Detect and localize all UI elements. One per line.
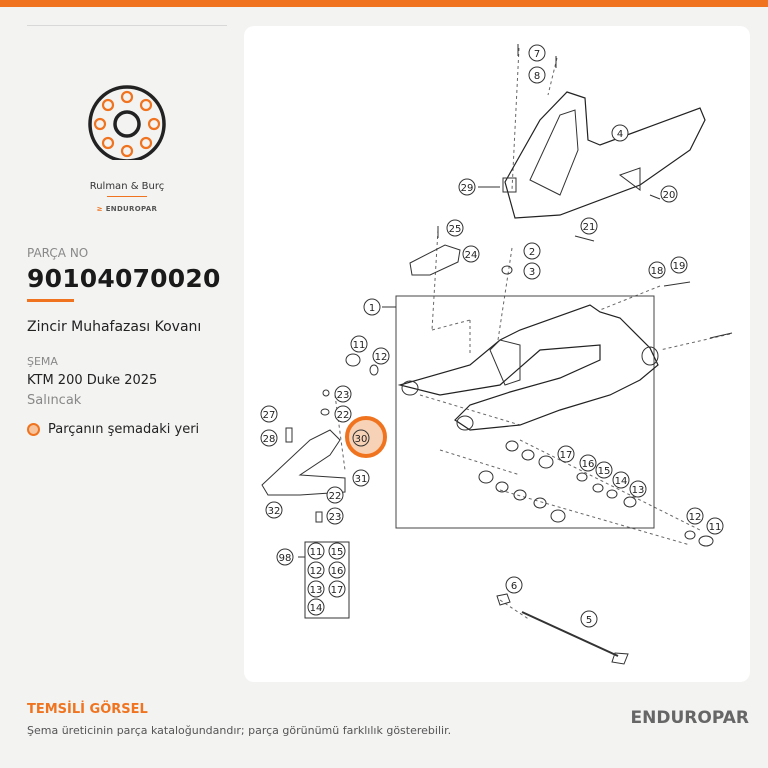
- callout-17a: [558, 446, 574, 462]
- exploded-diagram: [244, 26, 750, 682]
- callout-16a: [580, 455, 596, 471]
- kit-14: [308, 599, 324, 615]
- callout-5: [581, 611, 597, 627]
- callout-8: [529, 67, 545, 83]
- callout-31: [353, 470, 369, 486]
- callout-29: [459, 179, 475, 195]
- svg-text:13: 13: [309, 585, 323, 596]
- callout-7: [529, 45, 545, 61]
- svg-text:23: 23: [336, 390, 350, 401]
- kit-17: [329, 581, 345, 597]
- svg-text:14: 14: [614, 476, 628, 487]
- callout-13a: [630, 481, 646, 497]
- callout-22a: [335, 406, 351, 422]
- svg-text:17: 17: [559, 450, 573, 461]
- callout-24: [463, 246, 479, 262]
- svg-text:12: 12: [374, 352, 388, 363]
- callout-12a: [373, 348, 389, 364]
- callout-23a: [335, 386, 351, 402]
- svg-text:22: 22: [328, 491, 342, 502]
- callout-11b: [707, 518, 723, 534]
- svg-text:30: 30: [354, 434, 368, 445]
- callout-12b: [687, 508, 703, 524]
- svg-text:1: 1: [368, 303, 376, 314]
- svg-text:4: 4: [616, 129, 624, 140]
- schema-group: Salıncak: [27, 393, 82, 408]
- svg-text:11: 11: [309, 547, 323, 558]
- svg-text:3: 3: [528, 267, 536, 278]
- svg-text:24: 24: [464, 250, 478, 261]
- callout-11a: [351, 336, 367, 352]
- svg-text:31: 31: [354, 474, 368, 485]
- callout-27: [261, 406, 277, 422]
- callout-32: [266, 502, 282, 518]
- callout-25: [447, 220, 463, 236]
- brand-divider: [107, 196, 147, 197]
- callout-21: [581, 218, 597, 234]
- svg-text:28: 28: [262, 434, 276, 445]
- svg-text:17: 17: [330, 585, 344, 596]
- callout-98: [277, 549, 293, 565]
- legend-text: Parçanın şemadaki yeri: [48, 422, 200, 437]
- svg-text:18: 18: [650, 266, 664, 277]
- callout-19: [671, 257, 687, 273]
- svg-text:11: 11: [708, 522, 722, 533]
- svg-text:12: 12: [688, 512, 702, 523]
- callout-20: [661, 186, 677, 202]
- kit-13: [308, 581, 324, 597]
- svg-text:21: 21: [582, 222, 596, 233]
- svg-text:15: 15: [597, 466, 611, 477]
- svg-text:15: 15: [330, 547, 344, 558]
- svg-text:14: 14: [309, 603, 323, 614]
- svg-text:25: 25: [448, 224, 462, 235]
- kit-15: [329, 543, 345, 559]
- highlight-marker-icon: [27, 423, 40, 436]
- svg-text:6: 6: [510, 581, 518, 592]
- kit-16: [329, 562, 345, 578]
- svg-text:11: 11: [352, 340, 366, 351]
- schema-model: KTM 200 Duke 2025: [27, 373, 158, 388]
- callout-2: [524, 243, 540, 259]
- part-number-label: PARÇA NO: [27, 246, 89, 260]
- svg-text:16: 16: [581, 459, 595, 470]
- svg-text:7: 7: [533, 49, 541, 60]
- callout-15a: [596, 462, 612, 478]
- part-number-underline: [27, 299, 74, 302]
- svg-text:23: 23: [328, 512, 342, 523]
- svg-text:32: 32: [267, 506, 281, 517]
- callout-6: [506, 577, 522, 593]
- brand-sub-icon: ≥: [96, 205, 106, 213]
- svg-text:22: 22: [336, 410, 350, 421]
- brand-sub: ≥ ENDUROPAR: [96, 205, 158, 213]
- svg-text:13: 13: [631, 485, 645, 496]
- callout-3: [524, 263, 540, 279]
- svg-text:20: 20: [662, 190, 676, 201]
- callout-1: [364, 299, 380, 315]
- footer-title: TEMSİLİ GÖRSEL: [27, 702, 148, 717]
- svg-text:98: 98: [278, 553, 292, 564]
- brand-name: Rulman & Burç: [89, 181, 165, 192]
- footer-brand: ENDUROPAR: [630, 708, 749, 728]
- legend: [27, 422, 199, 437]
- callout-23b: [327, 508, 343, 524]
- callout-14a: [613, 472, 629, 488]
- svg-text:19: 19: [672, 261, 686, 272]
- top-divider: [27, 25, 227, 26]
- bearing-logo: [27, 80, 227, 164]
- part-name: Zincir Muhafazası Kovanı: [27, 319, 202, 335]
- callout-4: [612, 125, 628, 141]
- diagram-card: [244, 26, 750, 682]
- svg-text:16: 16: [330, 566, 344, 577]
- svg-text:5: 5: [585, 615, 593, 626]
- svg-text:29: 29: [460, 183, 474, 194]
- top-accent-bar: [0, 0, 768, 7]
- highlight-callout-30: [347, 418, 385, 456]
- callout-18: [649, 262, 665, 278]
- svg-text:8: 8: [533, 71, 541, 82]
- footer-note: Şema üreticinin parça kataloğundandır; parça görünümü farklılık gösterebilir.: [27, 724, 452, 737]
- svg-text:2: 2: [528, 247, 536, 258]
- kit-12: [308, 562, 324, 578]
- svg-text:27: 27: [262, 410, 276, 421]
- schema-label: ŞEMA: [27, 355, 58, 368]
- part-number: 90104070020: [27, 264, 221, 293]
- callout-28: [261, 430, 277, 446]
- callout-22b: [327, 487, 343, 503]
- kit-11: [308, 543, 324, 559]
- svg-text:12: 12: [309, 566, 323, 577]
